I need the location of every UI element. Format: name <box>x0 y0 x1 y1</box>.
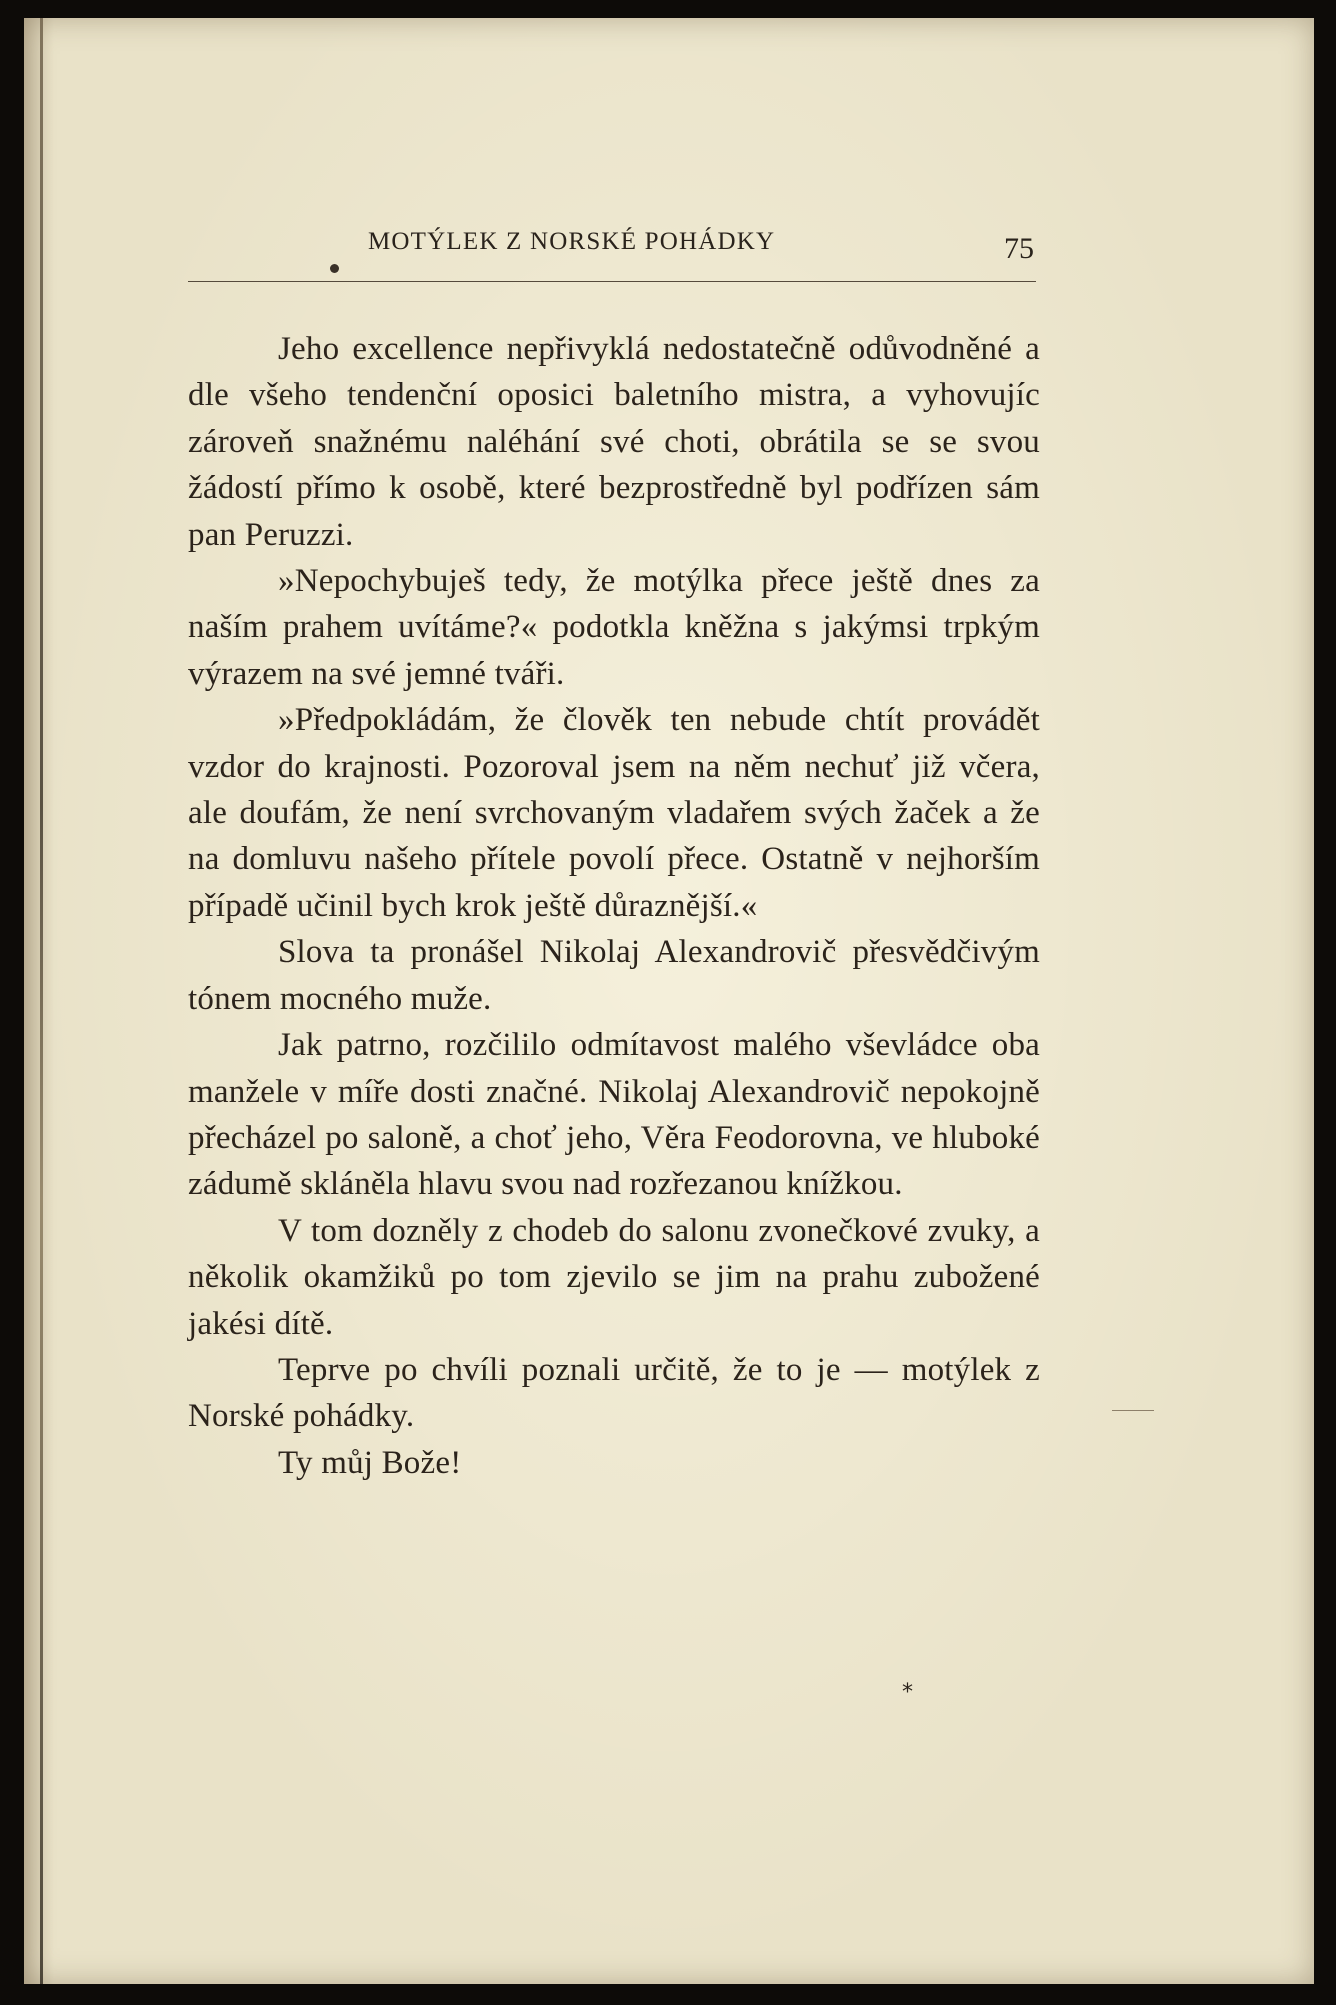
paragraph-3: »Předpokládám, že člověk ten nebude chtít provádět vzdor do krajnosti. Pozoroval jsem na něm nechuť již včera, ale doufám, že není svrchovaným vladařem svých žaček a že na domluvu našeho přítele povolí přece. Ostatně v nejhorším případě učinil bych krok ještě důraznější.« <box>188 702 1040 924</box>
binding-edge <box>40 18 43 1984</box>
header-rule <box>188 281 1036 282</box>
header-dot-mark <box>330 264 339 273</box>
asterisk-ornament: * <box>902 1680 913 1705</box>
paragraph-8: Ty můj Bože! <box>278 1444 462 1481</box>
paragraph-1: Jeho excellence nepřivyklá nedostatečně odůvodněné a dle všeho tendenční oposici baletního mistra, a vyhovujíc zároveň snažnému naléhání své choti, obrátila se se svou žádostí přímo k osobě, které bezprostředně byl podřízen sám pan Peruzzi. <box>188 331 1040 553</box>
paragraph-4: Slova ta pronášel Nikolaj Alexandrovič přesvědčivým tónem mocného muže. <box>188 934 1040 1017</box>
page-number: 75 <box>1004 232 1034 265</box>
paragraph-5: Jak patrno, rozčililo odmítavost malého vševládce oba manžele v míře dosti značné. Nikolaj Alexandrovič nepokojně přecházel po saloně, a choť jeho, Věra Feodorovna, ve hluboké zádumě skláněla hlavu svou nad rozřezanou knížkou. <box>188 1027 1040 1203</box>
paragraph-7: Teprve po chvíli poznali určitě, že to je — motýlek z Norské pohádky. <box>188 1351 1040 1435</box>
body-text <box>188 326 1040 1486</box>
running-header <box>188 226 1068 276</box>
margin-pencil-mark <box>1112 1410 1154 1411</box>
running-title: MOTÝLEK Z NORSKÉ POHÁDKY <box>368 228 776 255</box>
paragraph-6: V tom dozněly z chodeb do salonu zvonečkové zvuky, a několik okamžiků po tom zjevilo se jim na prahu zubožené jakési dítě. <box>188 1212 1040 1342</box>
paragraph-2: »Nepochybuješ tedy, že motýlka přece ještě dnes za naším prahem uvítáme?« podotkla kněžna s jakýmsi trpkým výrazem na své jemné tváři. <box>188 563 1040 692</box>
